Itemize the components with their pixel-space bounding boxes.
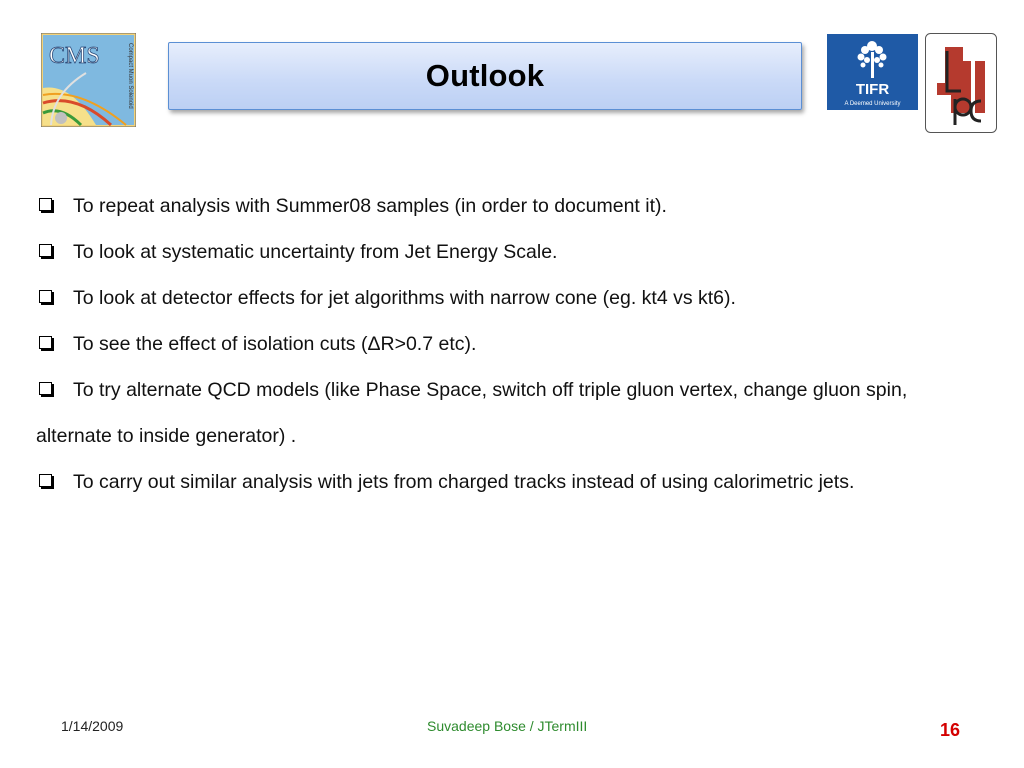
bullet-text: To repeat analysis with Summer08 samples (in order to document it). (73, 195, 667, 217)
bullet-text: To look at detector effects for jet algorithms with narrow cone (eg. kt4 vs kt6). (73, 287, 736, 309)
page-number: 16 (940, 720, 961, 740)
checkbox-bullet-icon (39, 290, 52, 303)
checkbox-bullet-icon (39, 382, 52, 395)
checkbox-bullet-icon (39, 244, 52, 257)
tifr-logo-subtext: A Deemed University (844, 101, 901, 107)
tifr-logo-text: TIFR (855, 81, 890, 98)
cms-logo-subtext: Compact Muon Solenoid (127, 43, 133, 109)
bullet-item (36, 459, 986, 505)
bullet-item (36, 321, 986, 367)
slide-title: Outlook (425, 58, 545, 93)
lpc-logo-text: LPC (960, 130, 962, 131)
bullet-item (36, 229, 986, 275)
bullet-item (36, 367, 986, 459)
title-bar (168, 42, 802, 110)
bullet-item (36, 183, 986, 229)
bullet-text: To look at systematic uncertainty from Jet Energy Scale. (73, 241, 558, 263)
footer-author: Suvadeep Bose / JTermIII (427, 718, 588, 734)
footer-date: 1/14/2009 (61, 718, 124, 734)
cms-logo-text: CMS (49, 43, 100, 69)
cms-logo (41, 33, 136, 127)
bullet-list (36, 183, 986, 505)
tifr-logo (827, 34, 918, 110)
bullet-text: To carry out similar analysis with jets from charged tracks instead of using calorimetric jets. (73, 471, 855, 493)
checkbox-bullet-icon (39, 198, 52, 211)
lpc-logo (925, 33, 997, 133)
bullet-text: To try alternate QCD models (like Phase Space, switch off triple gluon vertex, change gluon spin, alternate to inside generator) . (36, 379, 908, 447)
bullet-text: To see the effect of isolation cuts (ΔR>0.7 etc). (73, 333, 477, 355)
checkbox-bullet-icon (39, 336, 52, 349)
bullet-item (36, 275, 986, 321)
checkbox-bullet-icon (39, 474, 52, 487)
